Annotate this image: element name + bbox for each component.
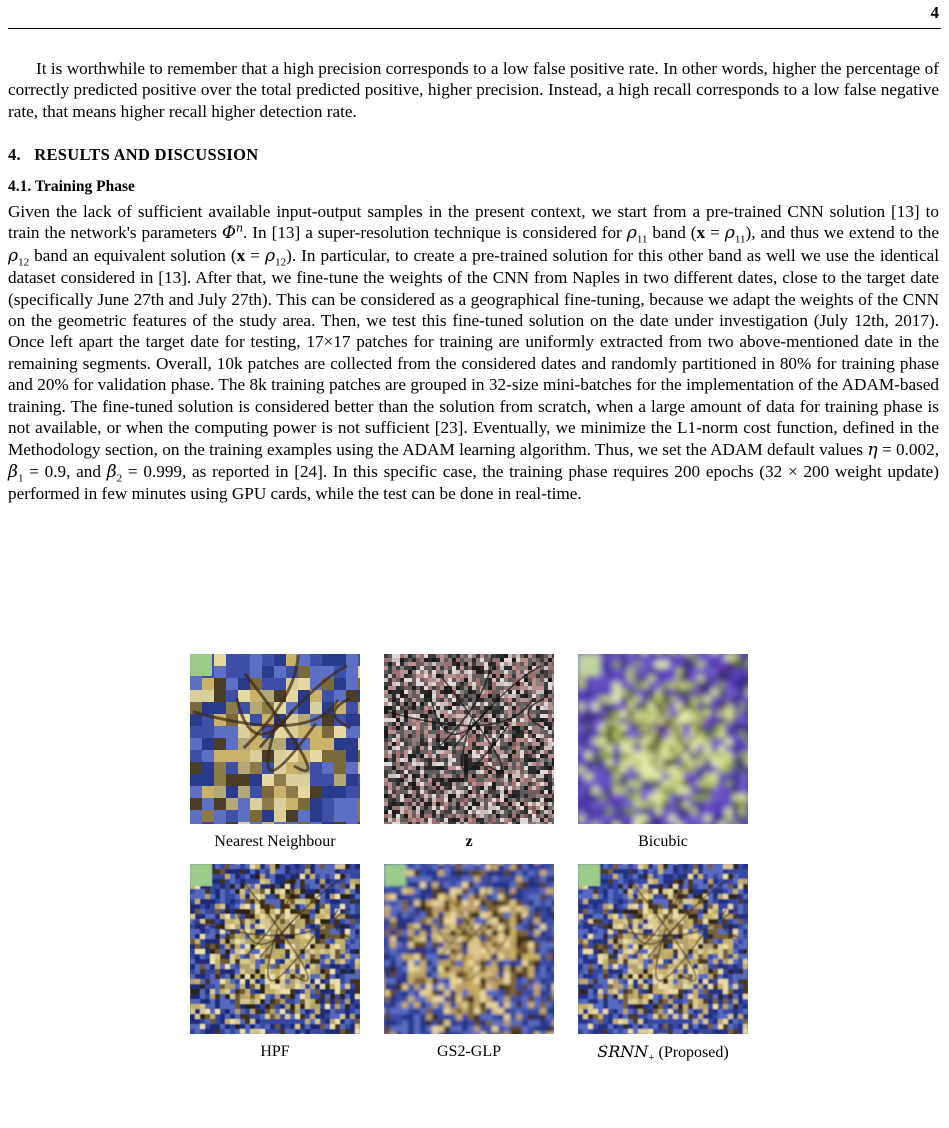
text-run: = 0.9, and <box>23 461 107 481</box>
satellite-image-hpf <box>190 864 360 1034</box>
math-eq: = <box>705 223 725 243</box>
text-run: = 0.999, as reported in [24]. In this specific case, the training phase requires 200 epochs (32 × 200 weight update) performed in few minutes using GPU cards, while the test can be done in real-time. <box>8 461 939 504</box>
satellite-image-srnn <box>578 864 748 1034</box>
figure-panel-srnn <box>578 864 748 1074</box>
math-rho: ρ <box>626 223 637 244</box>
math-phi: Φ <box>221 223 236 244</box>
math-rho: ρ <box>265 245 276 266</box>
math-beta: β <box>8 461 18 482</box>
figure-panel-gs2glp <box>384 864 554 1074</box>
figure-caption <box>597 1034 728 1074</box>
math-x: x <box>236 245 246 265</box>
math-sub-12: 12 <box>275 256 287 269</box>
figure-panel-z <box>384 654 554 864</box>
math-sub-1: 1 <box>17 472 24 485</box>
math-rho: ρ <box>724 223 735 244</box>
caption-math-srnn: SRNN <box>597 1042 649 1061</box>
figure-caption: Nearest Neighbour <box>214 833 336 850</box>
satellite-texture <box>190 864 360 1034</box>
section-number: 4. <box>8 145 21 165</box>
intro-paragraph: It is worthwhile to remember that a high precision corresponds to a low false positive rate. In other words, higher the percentage of correctly predicted positive over the total predicted positive, higher precision. Instead, a high recall corresponds to a low false negative rate, that means higher recall higher detection rate. <box>8 59 939 121</box>
figure-panel-hpf <box>190 864 360 1074</box>
text-run: ), and thus we extend to the <box>745 223 939 243</box>
subsection-number: 4.1. <box>8 177 32 195</box>
training-paragraph <box>8 201 939 505</box>
header-rule <box>8 28 941 29</box>
math-sup-n: n <box>235 221 244 235</box>
subsection-heading <box>8 176 939 197</box>
satellite-texture <box>384 654 554 824</box>
page-content <box>8 58 939 505</box>
text-run: . In [13] a super-resolution technique is considered for <box>243 223 627 243</box>
page-number: 4 <box>930 3 939 22</box>
figure-caption: GS2-GLP <box>436 1043 501 1060</box>
text-run: = 0.002, <box>877 439 939 459</box>
satellite-image-gs2glp <box>384 864 554 1034</box>
caption-rest: (Proposed) <box>654 1044 729 1061</box>
subsection-title: Training Phase <box>34 177 135 195</box>
satellite-image-bicubic <box>578 654 748 824</box>
figure-grid <box>190 654 758 1074</box>
math-sub-2: 2 <box>116 472 123 485</box>
satellite-texture <box>578 864 748 1034</box>
math-eta: η <box>867 439 878 460</box>
text-run: ). In particular, to create a pre-trained solution for this other band as well we use the identical dataset considered in [13]. After that, we fine-tune the weights of the CNN from Naples in two different dates, close to the target date (specifically June 27th and July 27th). This can be considered as a geographical fine-tuning, because we adapt the weights of the CNN on the geometric features of the study area. Then, we test this fine-tuned solution on the date under investigation (July 12th, 2017). Once left apart the target date for testing, 17×17 patches for training are uniformly extracted from two above-mentioned date in the remaining segments. Overall, 10k patches are collected from the considered dates and randomly partitioned in 80% for training phase and 20% for validation phase. The 8k training patches are grouped in 32-size mini-batches for the implementation of the ADAM-based training. The fine-tuned solution is considered better than the solution from scratch, when a large amount of data for training phase is not available, or when the computing power is not sufficient [23]. Eventually, we minimize the L1-norm cost function, defined in the Methodology section, on the training examples using the ADAM learning algorithm. Thus, we set the ADAM default values <box>8 245 939 459</box>
figure-caption: Bicubic <box>638 833 688 850</box>
text-run: band ( <box>647 223 697 243</box>
section-heading <box>8 144 939 165</box>
satellite-image-nearest <box>190 654 360 824</box>
satellite-texture <box>578 654 748 824</box>
satellite-image-z <box>384 654 554 824</box>
math-rho: ρ <box>8 245 19 266</box>
math-beta: β <box>106 461 117 482</box>
text-run: Given the lack of sufficient available input-output samples in the present context, we start from a pre-trained CNN solution [13] to train the network's parameters <box>8 202 939 243</box>
figure-caption: HPF <box>260 1043 290 1060</box>
caption-sub-plus: + <box>648 1052 655 1065</box>
math-sub-11: 11 <box>734 233 746 246</box>
figure-panel-nearest <box>190 654 360 864</box>
math-sub-11: 11 <box>636 233 648 246</box>
figure-caption: z <box>465 833 473 850</box>
figure-panel-bicubic <box>578 654 748 864</box>
text-run: band an equivalent solution ( <box>29 245 237 265</box>
satellite-texture <box>190 654 360 824</box>
math-x: x <box>696 223 706 243</box>
satellite-texture <box>384 864 554 1034</box>
math-sub-12: 12 <box>18 256 30 269</box>
comparison-figure <box>190 654 758 1074</box>
math-eq: = <box>245 245 266 265</box>
section-title: RESULTS AND DISCUSSION <box>34 145 259 165</box>
